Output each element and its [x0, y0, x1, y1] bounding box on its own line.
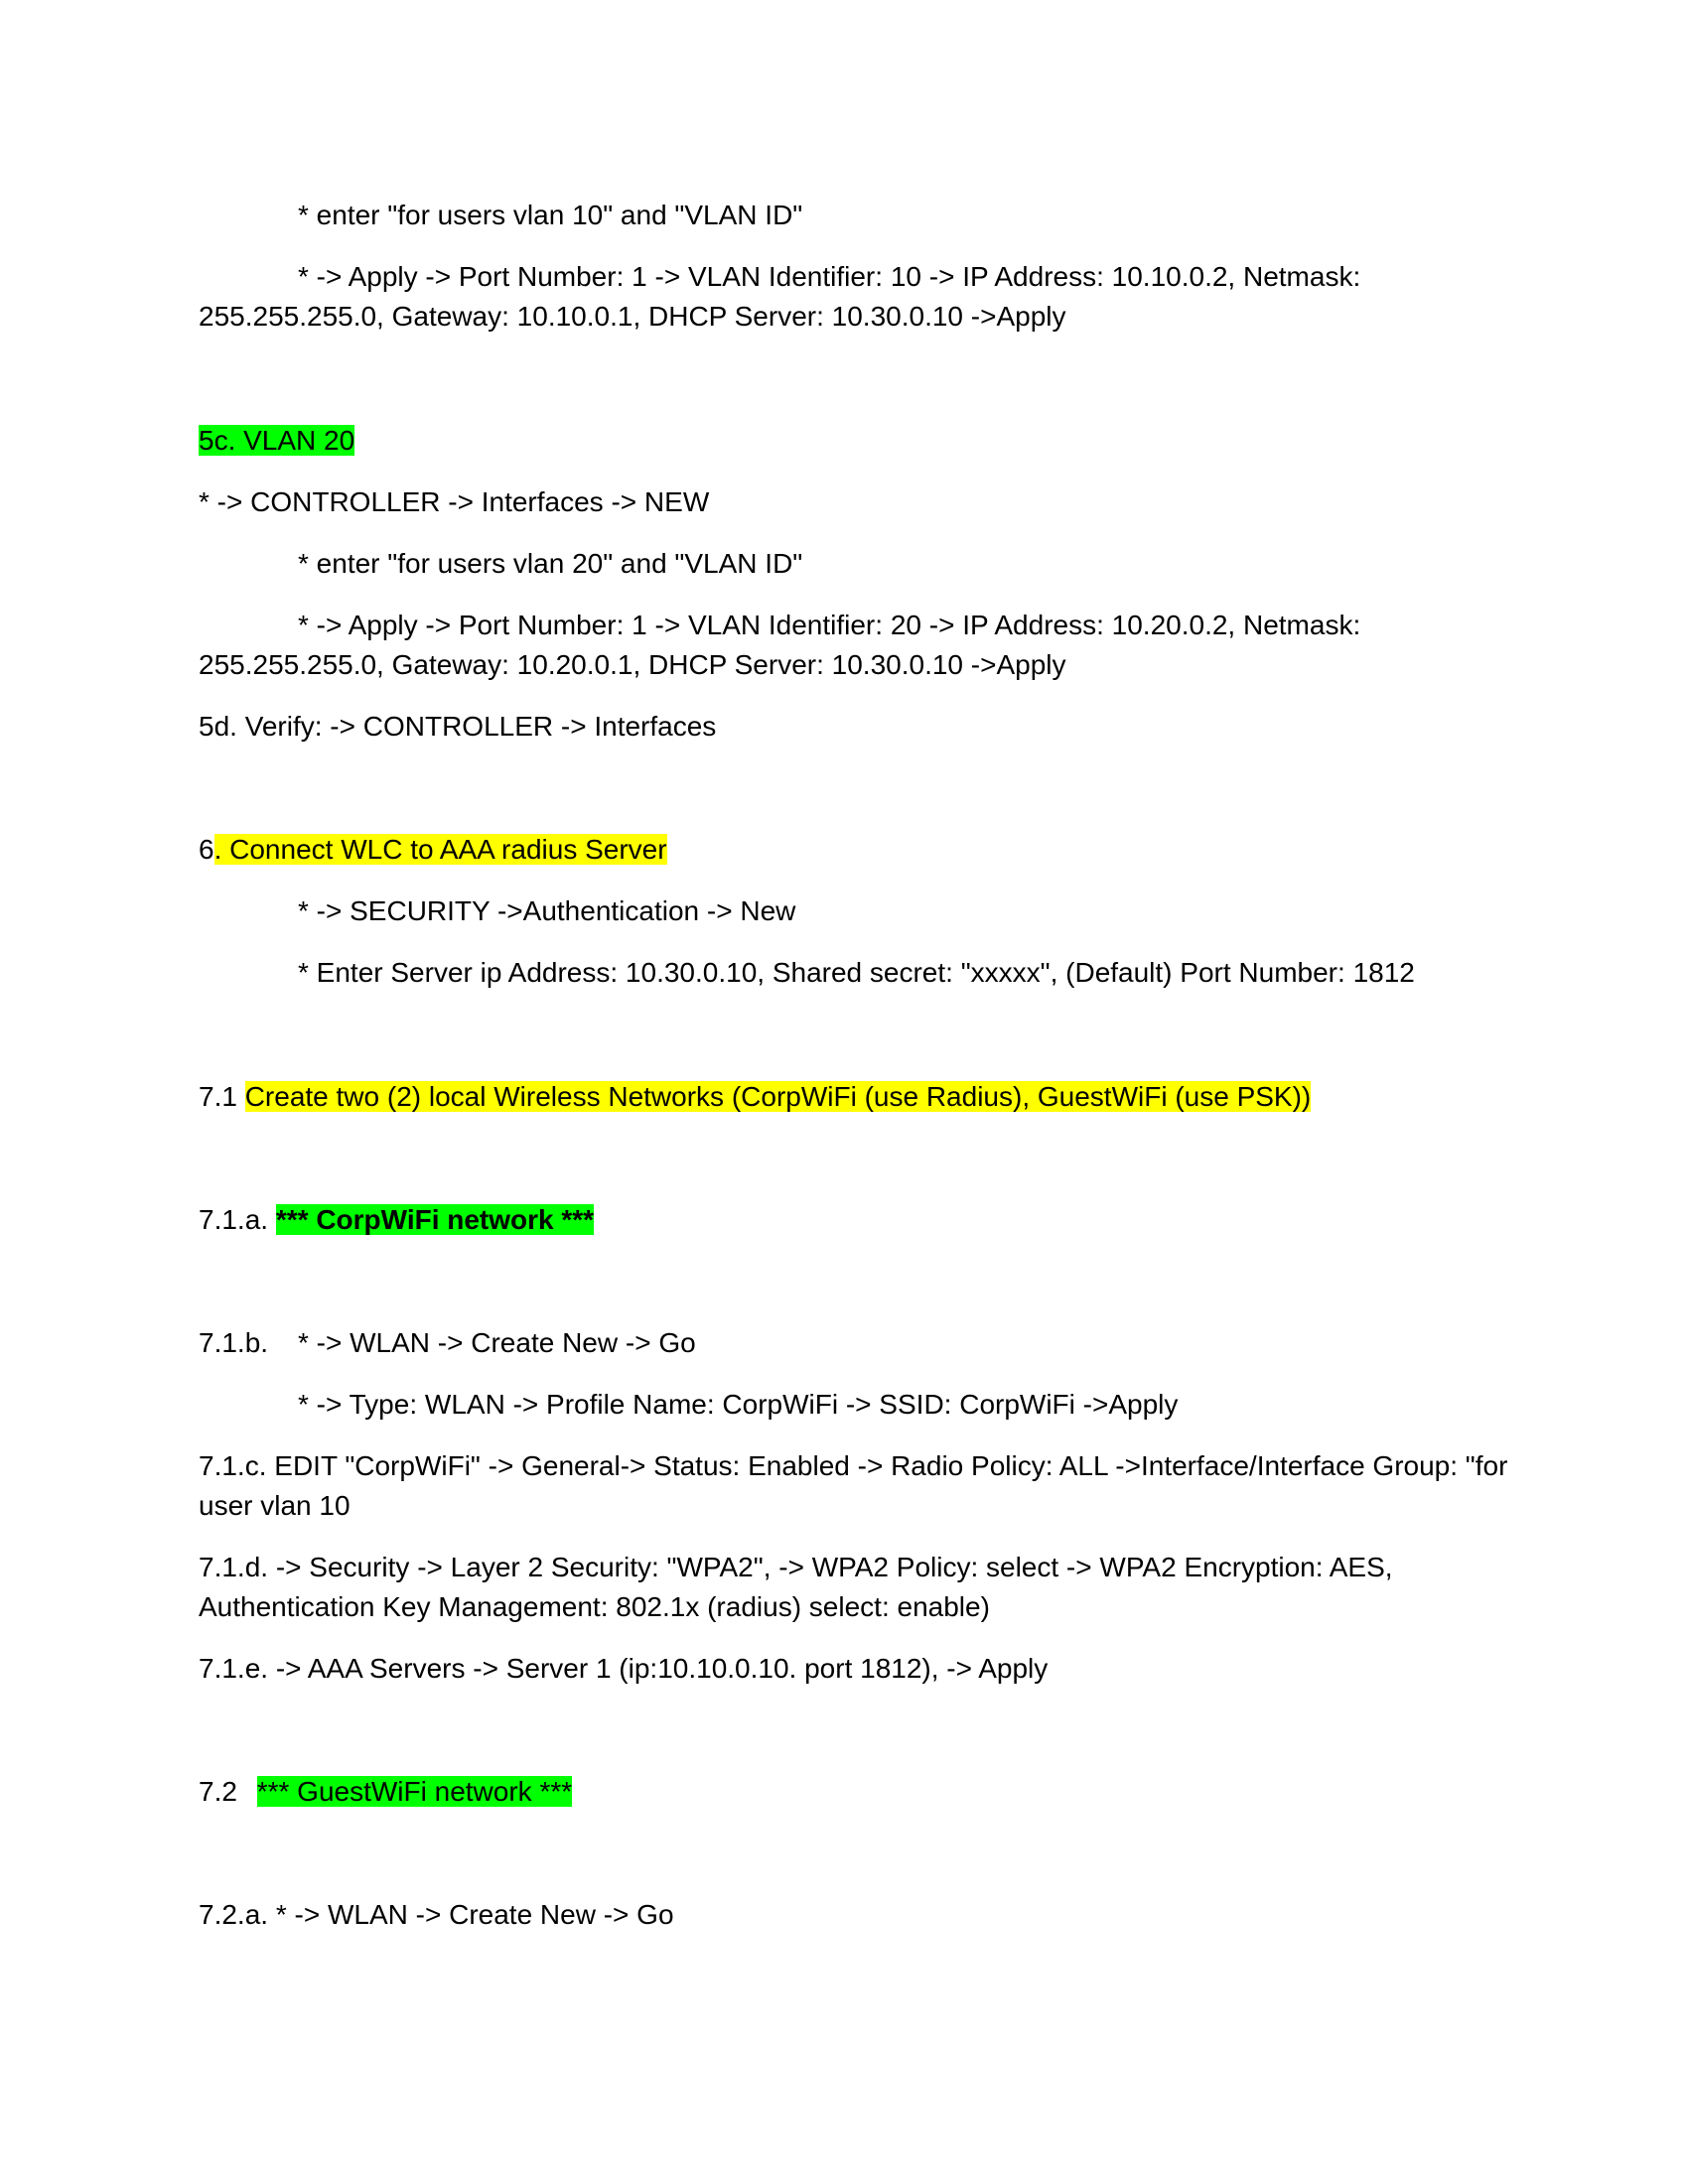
step-vlan10-apply-line1: * -> Apply -> Port Number: 1 -> VLAN Identifier: 10 -> IP Address: 10.10.0.2, Netmask:: [298, 261, 1361, 292]
step-7-1-e-aaa-servers: 7.1.e. -> AAA Servers -> Server 1 (ip:10.10.0.10. port 1812), -> Apply: [199, 1653, 1049, 1684]
step-7-1-d-security-line2: Authentication Key Management: 802.1x (radius) select: enable): [199, 1591, 990, 1622]
step-7-1-c-edit-line2: user vlan 10: [199, 1490, 351, 1521]
heading-7-1-number: 7.1: [199, 1081, 245, 1112]
step-7-1-b-wlan-create: * -> WLAN -> Create New -> Go: [298, 1327, 696, 1358]
step-vlan20-apply-line2: 255.255.255.0, Gateway: 10.20.0.1, DHCP Server: 10.30.0.10 ->Apply: [199, 649, 1066, 680]
step-7-2-a-wlan-create: 7.2.a. * -> WLAN -> Create New -> Go: [199, 1899, 674, 1930]
step-vlan10-enter-name: * enter "for users vlan 10" and "VLAN ID": [298, 200, 803, 230]
heading-6-highlight: . Connect WLC to AAA radius Server: [213, 834, 667, 865]
heading-6-connect-aaa: [199, 830, 667, 870]
step-vlan20-apply-line1: * -> Apply -> Port Number: 1 -> VLAN Identifier: 20 -> IP Address: 10.20.0.2, Netmask:: [298, 610, 1361, 640]
step-7-1-b-type-wlan: * -> Type: WLAN -> Profile Name: CorpWiFi -> SSID: CorpWiFi ->Apply: [298, 1389, 1179, 1420]
heading-7-1-a-highlight: *** CorpWiFi network ***: [275, 1204, 595, 1235]
step-security-authentication-new: * -> SECURITY ->Authentication -> New: [298, 895, 796, 926]
step-7-1-c-edit-line1: 7.1.c. EDIT "CorpWiFi" -> General-> Status: Enabled -> Radio Policy: ALL ->Interface/Interface Group: "for: [199, 1450, 1508, 1481]
heading-7-2-highlight: *** GuestWiFi network ***: [256, 1776, 573, 1807]
heading-5c-vlan20: [199, 421, 354, 461]
heading-5c-highlight: 5c. VLAN 20: [199, 425, 355, 456]
step-controller-interfaces-new: * -> CONTROLLER -> Interfaces -> NEW: [199, 486, 710, 517]
heading-7-2-number: 7.2: [199, 1776, 245, 1807]
step-vlan20-enter-name: * enter "for users vlan 20" and "VLAN ID": [298, 548, 803, 579]
step-enter-server-ip: * Enter Server ip Address: 10.30.0.10, Shared secret: "xxxxx", (Default) Port Number: 1812: [298, 957, 1415, 988]
heading-7-1-a-corpwifi: [199, 1200, 594, 1240]
step-5d-verify: 5d. Verify: -> CONTROLLER -> Interfaces: [199, 711, 717, 742]
heading-7-1-create-networks: [199, 1077, 1311, 1117]
step-7-1-b-number: 7.1.b.: [199, 1327, 269, 1358]
heading-6-number: 6: [199, 834, 214, 865]
heading-7-1-highlight: Create two (2) local Wireless Networks (CorpWiFi (use Radius), GuestWiFi (use PSK)): [244, 1081, 1312, 1112]
heading-7-2-guestwifi: [199, 1772, 572, 1812]
heading-7-1-a-number: 7.1.a.: [199, 1204, 276, 1235]
step-vlan10-apply-line2: 255.255.255.0, Gateway: 10.10.0.1, DHCP Server: 10.30.0.10 ->Apply: [199, 301, 1066, 332]
step-7-1-d-security-line1: 7.1.d. -> Security -> Layer 2 Security: "WPA2", -> WPA2 Policy: select -> WPA2 Encryption: AES,: [199, 1552, 1393, 1582]
